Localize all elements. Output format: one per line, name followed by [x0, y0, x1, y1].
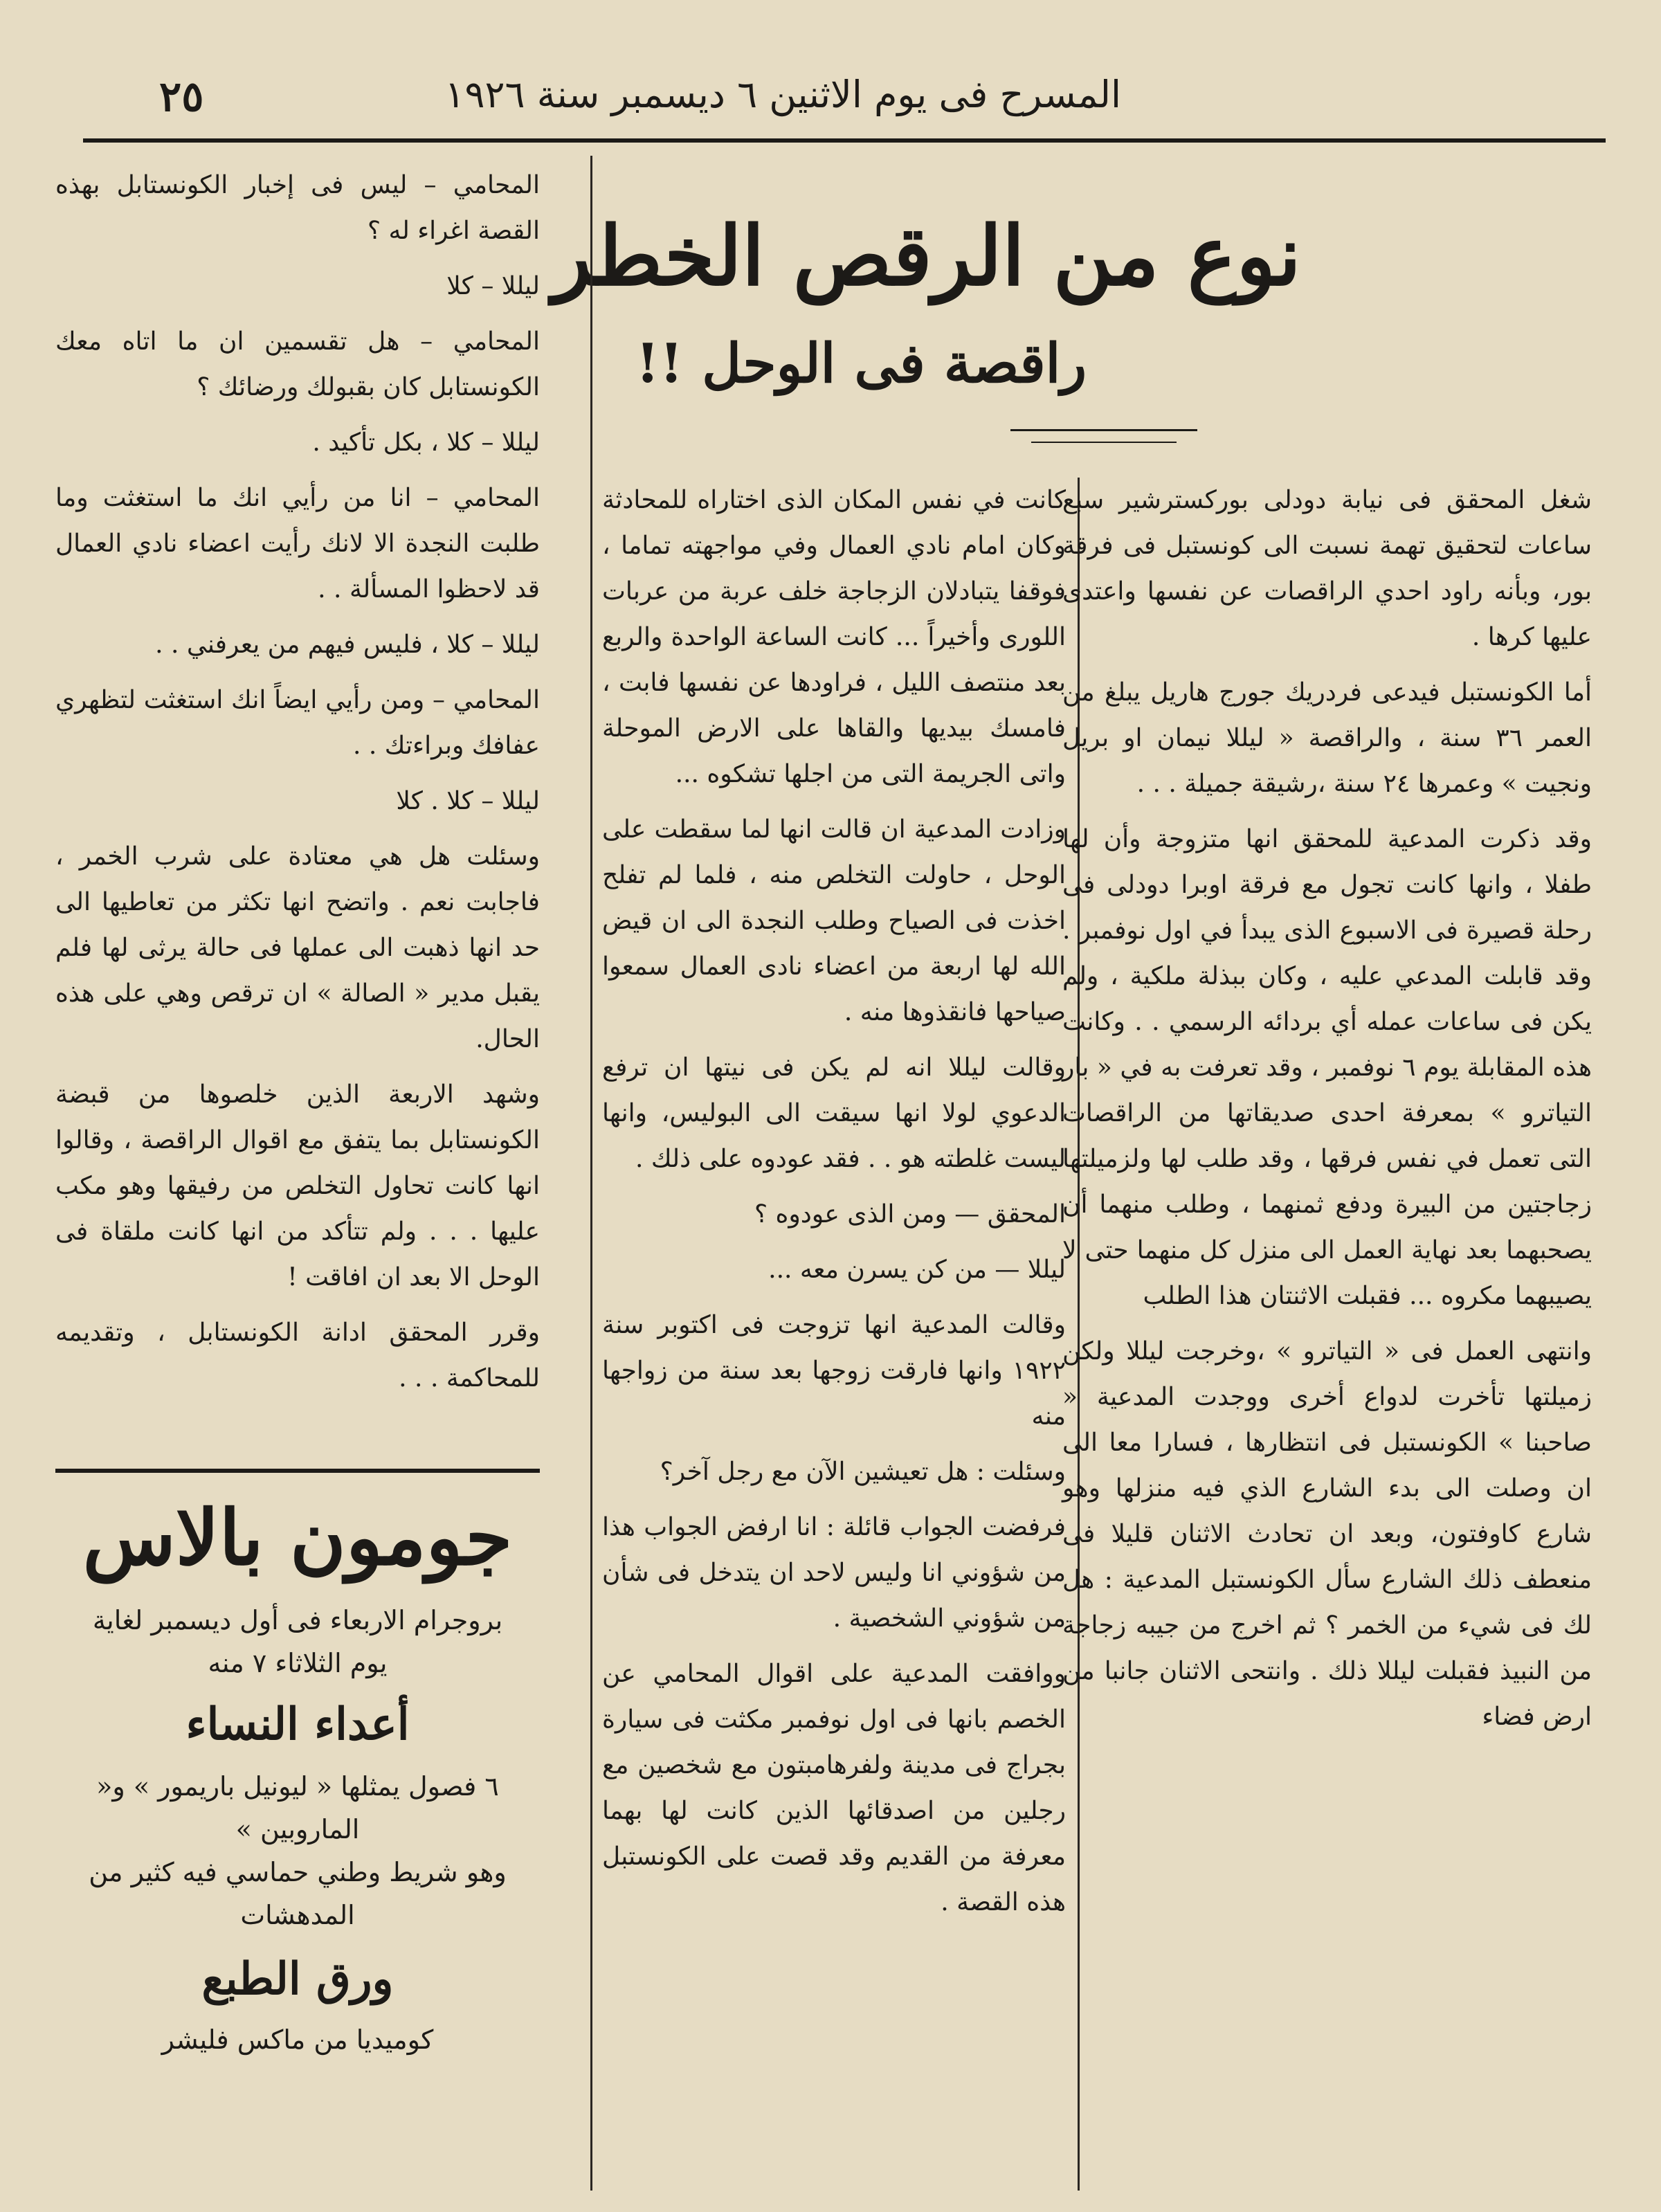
article-column-middle	[602, 478, 1066, 1935]
paragraph: وشهد الاربعة الذين خلصوها من قبضة الكونستابل بما يتفق مع اقوال الراقصة ، وقالوا انها كانت تحاول التخلص من رفيقها وهو مكب عليها . . . ولم تتأكد من انها كانت ملقاة فى الوحل الا بعد ان افاقت !	[55, 1080, 540, 1291]
paragraph: وانتهى العمل فى « التياترو » ،وخرجت ليللا ولكن زميلتها تأخرت لدواع أخرى ووجدت المدعية « صاحبنا » الكونستبل فى انتظارها ، فسارا معا الى ان وصلت الى بدء الشارع الذي فيه منزلها وهو شارع كاوفتون، وبعد ان تحادث الاثنان قليلا فى منعطف ذلك الشارع سأل الكونستبل المدعية : هل لك فى شيء من الخمر ؟ ثم اخرج من جيبه زجاجة من النبيذ فقبلت ليللا ذلك . وانتحى الاثنان جانبا من ارض فضاء	[1062, 1337, 1592, 1731]
program-line: بروجرام الاربعاء فى أول ديسمبر لغاية	[92, 1605, 503, 1635]
film-description: ٦ فصول يمثلها « ليونيل باريمور » و« الماروبين »	[96, 1771, 499, 1844]
film-description: وهو شريط وطني حماسي فيه كثير من المدهشات	[89, 1857, 507, 1930]
paragraph: ووافقت المدعية على اقوال المحامي عن الخصم بانها فى اول نوفمبر مكثت فى سيارة بجراج فى مدينة ولفرهامبتون مع شخصين مع رجلين من اصدقائها الذين كانت لها بهما معرفة من القديم وقد قصت على الكونستبل هذه القصة .	[602, 1660, 1066, 1916]
title-rule	[1010, 429, 1197, 431]
paragraph: ليللا — من كن يسرن معه ...	[768, 1255, 1066, 1284]
paragraph: المحامي – ليس فى إخبار الكونستابل بهذه القصة اغراء له ؟	[55, 171, 540, 245]
paragraph: وقالت ليللا انه لم يكن فى نيتها ان ترفع الدعوي لولا انها سيقت الى البوليس، وانها ليست غلطته هو . . فقد عودوه على ذلك .	[602, 1053, 1066, 1173]
paragraph: وسئلت : هل تعيشين الآن مع رجل آخر؟	[660, 1458, 1066, 1486]
paragraph: فرفضت الجواب قائلة : انا ارفض الجواب هذا من شؤوني انا وليس لاحد ان يتدخل فى شأن من شؤوني الشخصية .	[602, 1513, 1066, 1633]
paragraph: ليللا – كلا ، فليس فيهم من يعرفني . .	[155, 631, 540, 659]
paragraph: المحقق — ومن الذى عودوه ؟	[754, 1200, 1066, 1229]
film-title: ورق الطبع	[201, 1953, 394, 2005]
theater-name: جومون بالاس	[82, 1493, 513, 1582]
paragraph: وزادت المدعية ان قالت انها لما سقطت على الوحل ، حاولت التخلص منه ، فلما لم تفلح اخذت فى الصياح وطلب النجدة الى ان قيض الله لها اربعة من اعضاء نادى العمال سمعوا صياحها فانقذوها منه .	[602, 815, 1066, 1026]
film-description: كوميديا من ماكس فليشر	[161, 2024, 434, 2055]
paragraph: ليللا – كلا	[446, 272, 540, 300]
paragraph: شغل المحقق فى نيابة دودلى بوركسترشير سبع ساعات لتحقيق تهمة نسبت الى كونستبل فى فرقة بور، وبأنه راود احدي الراقصات عن نفسها واعتدى عليها كرها .	[1062, 486, 1592, 651]
advertisement	[55, 1474, 540, 2061]
article-column-left	[55, 163, 540, 1411]
paragraph: وقد ذكرت المدعية للمحقق انها متزوجة وأن لها طفلا ، وانها كانت تجول مع فرقة اوبرا دودلى فى رحلة قصيرة فى الاسبوع الذى يبدأ في اول نوفمبر . وقد قابلت المدعي عليه ، وكان ببذلة ملكية ، ولم يكن فى ساعات عمله أي بردائه الرسمي . . وكانت هذه المقابلة يوم ٦ نوفمبر ، وقد تعرفت به في « بار التياترو » بمعرفة احدى صديقاتها من الراقصات التى تعمل في نفس فرقها ، وقد طلب لها ولزميلتها زجاجتين من البيرة ودفع ثمنهما ، وطلب منهما أن يصحبهما بعد نهاية العمل الى منزل كل منهما حتى لا يصيبهما مكروه ... فقبلت الاثنتان هذا الطلب	[1062, 825, 1592, 1310]
advertisement-rule	[55, 1469, 540, 1473]
title-rule-thin	[1031, 442, 1177, 443]
paragraph: وقرر المحقق ادانة الكونستابل ، وتقديمه للمحاكمة . . .	[55, 1318, 540, 1393]
paragraph: المحامي – ومن رأيي ايضاً انك استغثت لتظهري عفافك وبراءتك . .	[55, 686, 540, 760]
paragraph: وقالت المدعية انها تزوجت فى اكتوبر سنة ١٩٢٢ وانها فارقت زوجها بعد سنة من زواجها منه	[602, 1311, 1066, 1431]
program-line: يوم الثلاثاء ٧ منه	[208, 1648, 388, 1678]
film-title: أعداء النساء	[185, 1698, 410, 1750]
article-column-right	[1062, 478, 1592, 1750]
page-header	[83, 73, 1592, 135]
article-title: نوع من الرقص الخطر	[552, 208, 1301, 304]
article-subtitle: راقصة فى الوحل !!	[635, 332, 1087, 395]
page-number: ٢٥	[159, 73, 204, 121]
column-rule-left	[590, 156, 592, 2191]
paragraph: المحامي – هل تقسمين ان ما اتاه معك الكونستابل كان بقبولك ورضائك ؟	[55, 327, 540, 401]
paragraph: أما الكونستبل فيدعى فردريك جورج هاريل يبلغ من العمر ٣٦ سنة ، والراقصة « ليللا نيمان او بريل ونجيت » وعمرها ٢٤ سنة ،رشيقة جميلة . . .	[1062, 678, 1592, 798]
paragraph: ليللا – كلا . كلا	[396, 787, 540, 815]
paragraph: كانت في نفس المكان الذى اختاراه للمحادثة وكان امام نادي العمال وفي مواجهته تماما ، فوقفا يتبادلان الزجاجة خلف عربة من عربات اللورى وأخيراً ... كانت الساعة الواحدة والربع بعد منتصف الليل ، فراودها عن نفسها فابت ، فامسك بيديها والقاها على الارض الموحلة واتى الجريمة التى من اجلها تشكوه ...	[602, 486, 1066, 788]
running-title: المسرح فى يوم الاثنين ٦ ديسمبر سنة ١٩٢٦	[444, 73, 1121, 116]
paragraph: ليللا – كلا ، بكل تأكيد .	[312, 428, 540, 457]
paragraph: المحامي – انا من رأيي انك ما استغثت وما طلبت النجدة الا لانك رأيت اعضاء نادي العمال قد لاحظوا المسألة . .	[55, 484, 540, 604]
paragraph: وسئلت هل هي معتادة على شرب الخمر ، فاجابت نعم . واتضح انها تكثر من تعاطيها الى حد انها ذهبت الى عملها فى حالة يرثى لها فلم يقبل مدير « الصالة » ان ترقص وهي على هذه الحال.	[55, 842, 540, 1053]
header-rule	[83, 138, 1606, 143]
